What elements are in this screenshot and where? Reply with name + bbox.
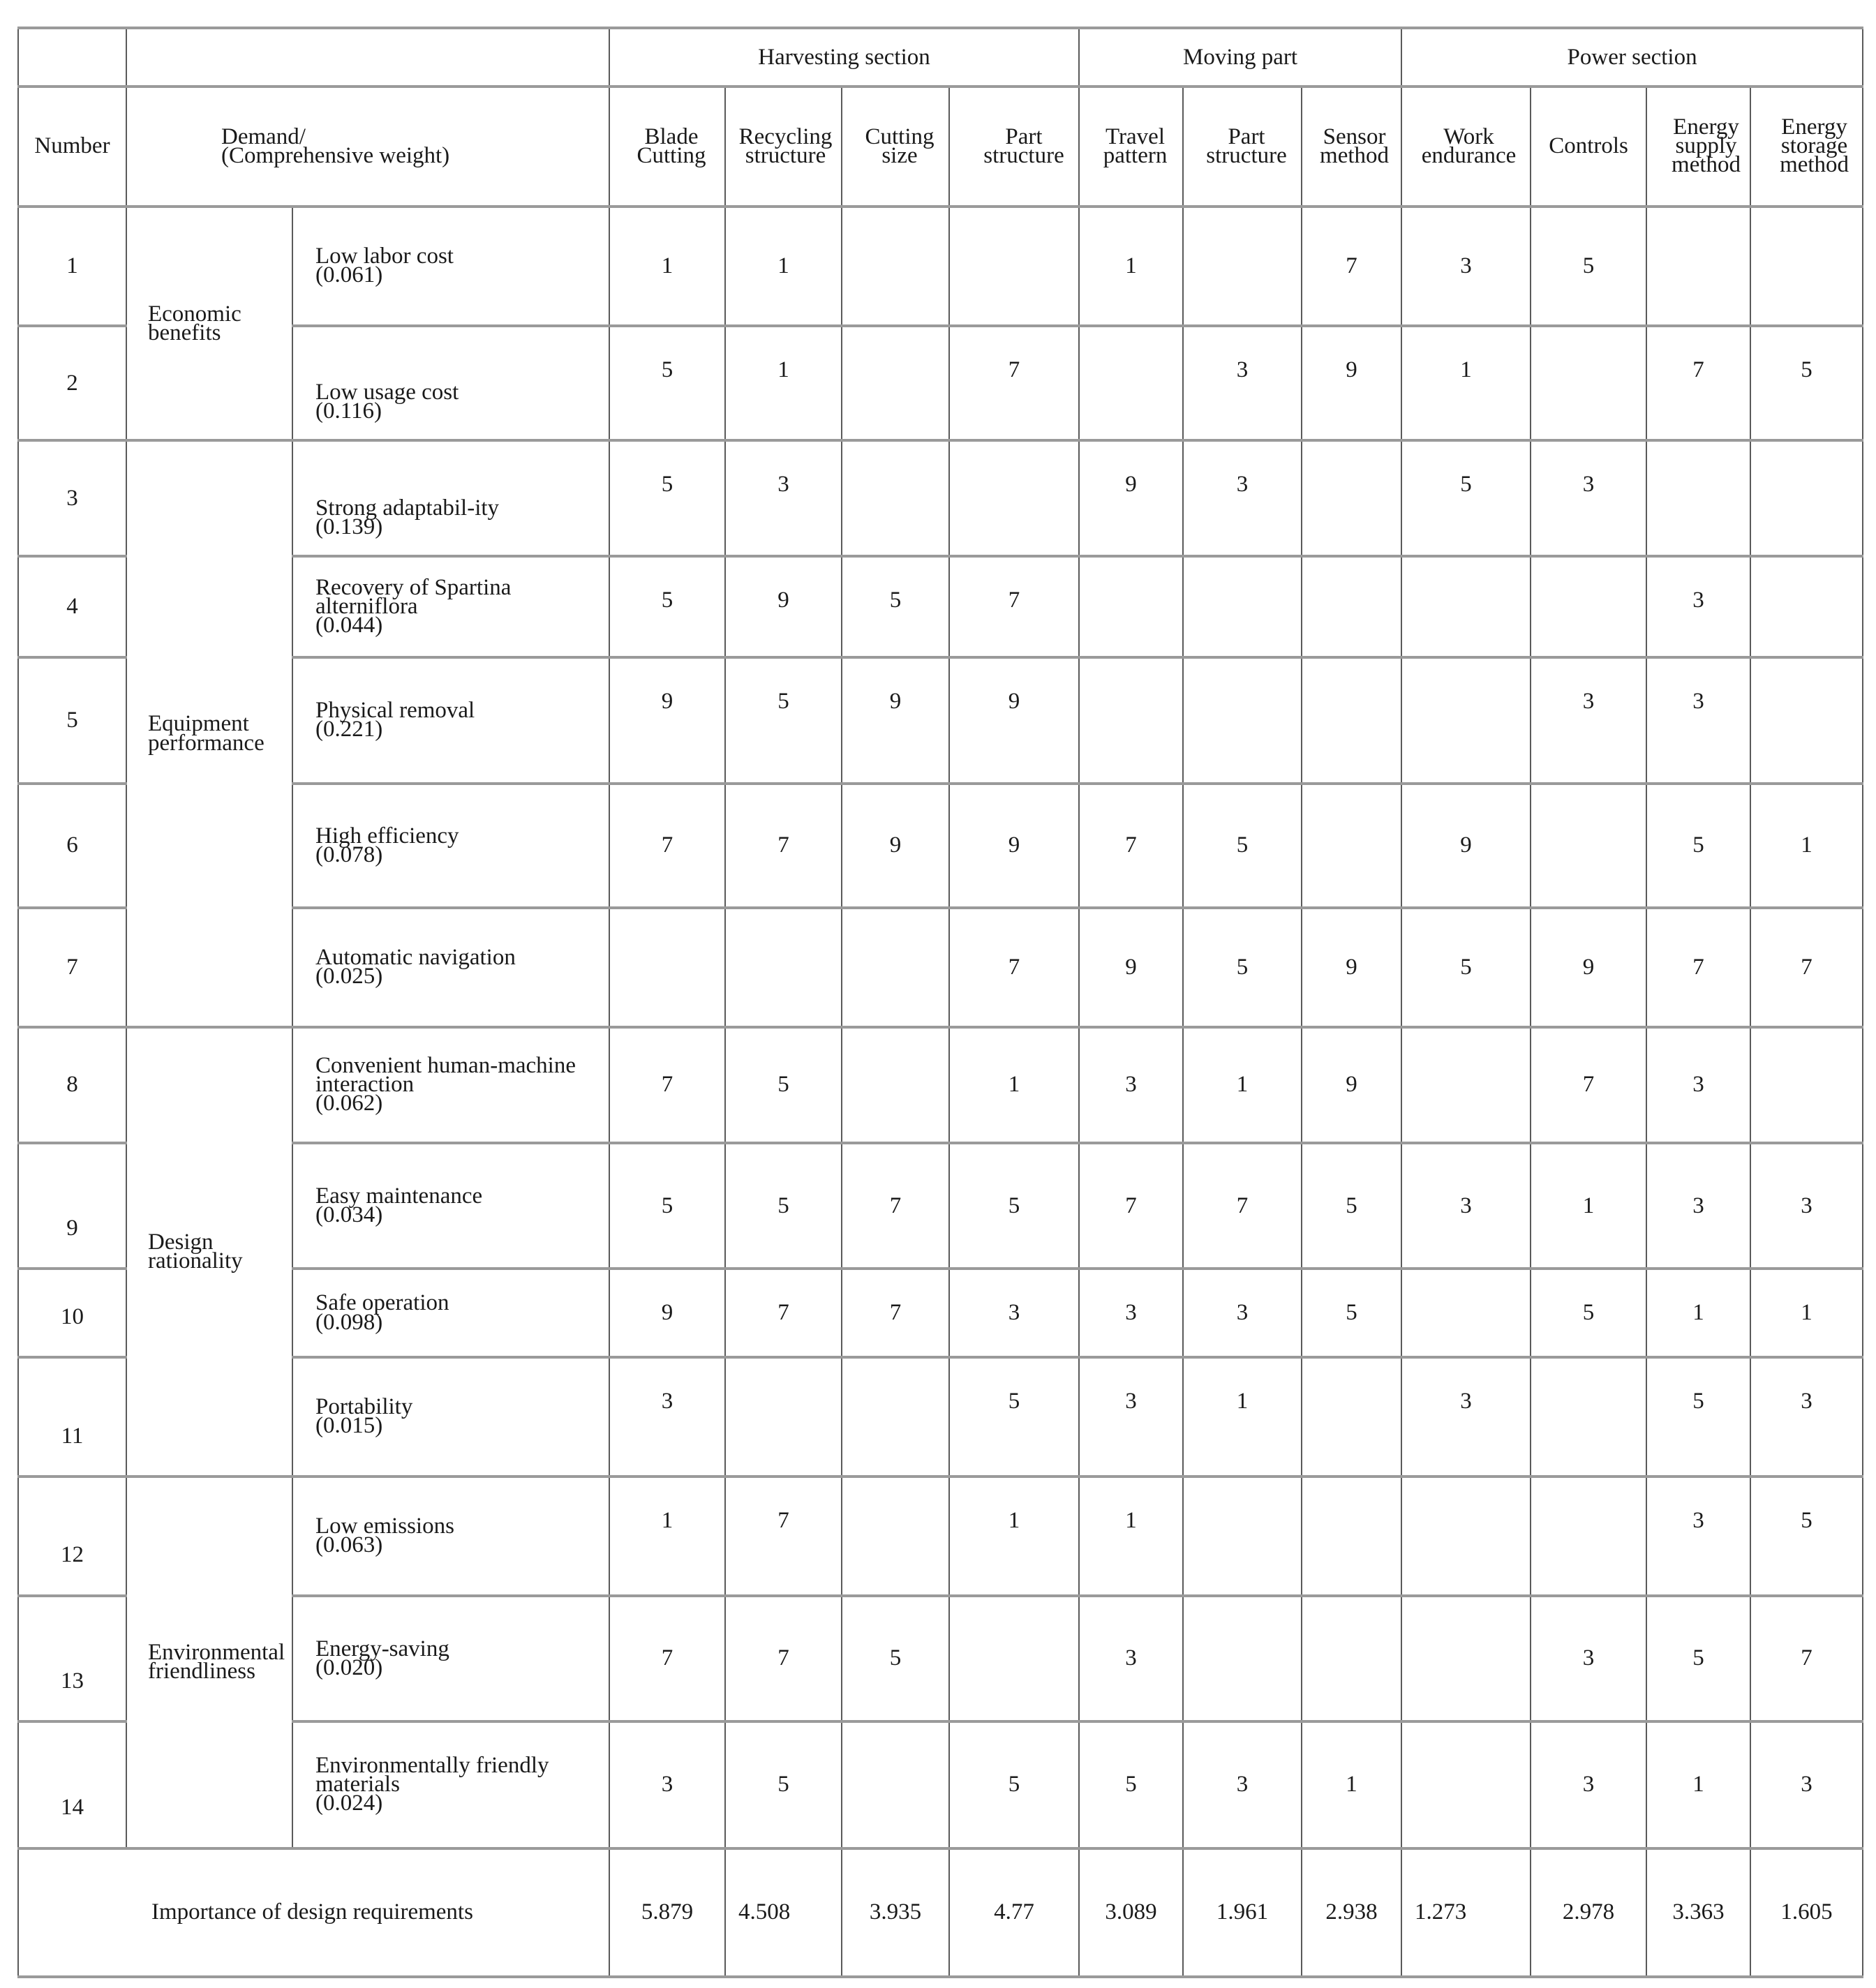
- relationship-value: 5: [1302, 1143, 1401, 1269]
- importance-value: 1.273: [1401, 1848, 1531, 1977]
- relationship-value: 3: [1079, 1357, 1183, 1477]
- row-number: 9: [18, 1143, 126, 1269]
- importance-value: 3.935: [842, 1848, 949, 1977]
- category-cell: [126, 440, 292, 1026]
- relationship-value: 1: [609, 1477, 725, 1595]
- col-line: Energy: [1781, 114, 1847, 140]
- relationship-value: [1302, 784, 1401, 908]
- relationship-value: 5: [1531, 207, 1646, 326]
- relationship-value: 5: [1183, 908, 1302, 1026]
- relationship-value: [842, 908, 949, 1026]
- relationship-value: 5: [1302, 1269, 1401, 1357]
- group-power-section: Power section: [1401, 28, 1863, 87]
- matrix-row: [18, 1477, 1863, 1595]
- row-number: 6: [18, 784, 126, 908]
- requirement-line: (0.063): [315, 1532, 383, 1558]
- corner-cell: [18, 28, 126, 87]
- importance-row: [18, 1848, 1863, 1977]
- relationship-value: 3: [1401, 207, 1531, 326]
- relationship-value: 1: [1183, 1027, 1302, 1143]
- relationship-value: [842, 1721, 949, 1848]
- relationship-value: [842, 1027, 949, 1143]
- relationship-value: 5: [1750, 1477, 1863, 1595]
- requirement-cell: [292, 657, 609, 783]
- matrix-row: [18, 1027, 1863, 1143]
- relationship-value: 3: [1079, 1269, 1183, 1357]
- relationship-value: [1401, 1721, 1531, 1848]
- relationship-value: 1: [1079, 1477, 1183, 1595]
- relationship-value: 7: [1079, 784, 1183, 908]
- requirement-line: Automatic navigation: [315, 945, 516, 971]
- requirement-line: High efficiency: [315, 823, 459, 849]
- relationship-value: 3: [1646, 1477, 1750, 1595]
- requirement-line: Environmentally friendly: [315, 1753, 549, 1779]
- relationship-value: 5: [1646, 784, 1750, 908]
- relationship-value: 3: [609, 1721, 725, 1848]
- col-moving-part-structure: [1183, 87, 1302, 206]
- relationship-value: 1: [609, 207, 725, 326]
- relationship-value: 9: [609, 657, 725, 783]
- relationship-value: 3: [1531, 1721, 1646, 1848]
- relationship-value: [1079, 657, 1183, 783]
- relationship-value: 1: [725, 207, 842, 326]
- requirement-line: alterniflora: [315, 594, 418, 620]
- col-line: storage: [1780, 133, 1848, 159]
- col-line: Energy: [1673, 114, 1739, 140]
- relationship-value: 1: [949, 1477, 1079, 1595]
- relationship-value: 9: [1302, 1027, 1401, 1143]
- col-line: endurance: [1421, 142, 1517, 168]
- col-line: Travel: [1106, 124, 1165, 149]
- relationship-value: [1646, 440, 1750, 555]
- requirement-line: (0.062): [315, 1091, 383, 1116]
- relationship-value: 7: [1646, 908, 1750, 1026]
- col-work-endurance: [1401, 87, 1531, 206]
- relationship-value: 9: [949, 657, 1079, 783]
- group-header-row: [18, 28, 1863, 87]
- category-label-line: Economic: [148, 301, 241, 327]
- requirement-line: (0.116): [315, 398, 382, 424]
- relationship-value: [1531, 326, 1646, 440]
- relationship-value: 5: [725, 1143, 842, 1269]
- group-moving-part: Moving part: [1079, 28, 1401, 87]
- relationship-value: [842, 1357, 949, 1477]
- category-label-line: benefits: [148, 320, 221, 345]
- relationship-value: 9: [1302, 326, 1401, 440]
- demand-group-blank: [126, 28, 609, 87]
- relationship-value: [1531, 556, 1646, 657]
- category-label-line: performance: [148, 730, 265, 756]
- column-header-row: [18, 87, 1863, 206]
- matrix-row: [18, 657, 1863, 783]
- relationship-value: [1302, 556, 1401, 657]
- relationship-value: 9: [1531, 908, 1646, 1026]
- relationship-value: 7: [609, 1596, 725, 1721]
- col-line: Sensor: [1323, 124, 1386, 149]
- requirement-cell: [292, 784, 609, 908]
- col-line: method: [1780, 152, 1849, 178]
- relationship-value: 7: [609, 1027, 725, 1143]
- row-number: 3: [18, 440, 126, 555]
- requirement-cell: [292, 440, 609, 555]
- relationship-value: 5: [949, 1143, 1079, 1269]
- relationship-value: 1: [1183, 1357, 1302, 1477]
- relationship-value: [1531, 1477, 1646, 1595]
- relationship-value: [1302, 1357, 1401, 1477]
- row-number: 11: [18, 1357, 126, 1477]
- requirement-line: Strong adaptabil-ity: [315, 495, 500, 521]
- relationship-value: [1401, 1027, 1531, 1143]
- importance-value: 3.363: [1646, 1848, 1750, 1977]
- relationship-value: 3: [1183, 1269, 1302, 1357]
- row-number: 2: [18, 326, 126, 440]
- category-cell: [126, 1027, 292, 1477]
- relationship-value: 5: [949, 1357, 1079, 1477]
- relationship-value: [1183, 1596, 1302, 1721]
- row-number: 7: [18, 908, 126, 1026]
- requirement-line: interaction: [315, 1072, 415, 1098]
- matrix-row: [18, 1596, 1863, 1721]
- relationship-value: [949, 207, 1079, 326]
- relationship-value: 9: [1079, 440, 1183, 555]
- relationship-value: 3: [1401, 1143, 1531, 1269]
- relationship-value: 5: [1183, 784, 1302, 908]
- relationship-value: 3: [725, 440, 842, 555]
- category-label-line: Equipment: [148, 711, 249, 737]
- requirement-line: Low usage cost: [315, 380, 459, 405]
- relationship-value: 1: [1646, 1721, 1750, 1848]
- relationship-value: [1750, 207, 1863, 326]
- relationship-value: 3: [1079, 1027, 1183, 1143]
- relationship-value: 3: [1531, 440, 1646, 555]
- requirement-line: (0.034): [315, 1202, 383, 1228]
- group-harvesting-section: Harvesting section: [609, 28, 1079, 87]
- relationship-value: 3: [1079, 1596, 1183, 1721]
- requirement-line: Low emissions: [315, 1514, 454, 1539]
- relationship-value: [1750, 556, 1863, 657]
- requirement-cell: [292, 908, 609, 1026]
- row-number: 14: [18, 1721, 126, 1848]
- col-recycling-structure: [725, 87, 842, 206]
- relationship-value: [1302, 1477, 1401, 1595]
- relationship-value: [1401, 657, 1531, 783]
- relationship-value: 7: [1302, 207, 1401, 326]
- relationship-value: 7: [842, 1269, 949, 1357]
- relationship-value: [1750, 657, 1863, 783]
- requirement-line: (0.044): [315, 613, 383, 638]
- relationship-value: 3: [1750, 1143, 1863, 1269]
- col-line: structure: [745, 142, 826, 168]
- matrix-row: [18, 908, 1863, 1026]
- importance-value: 1.961: [1183, 1848, 1302, 1977]
- relationship-value: 9: [842, 784, 949, 908]
- requirement-cell: [292, 1477, 609, 1595]
- col-line: pattern: [1103, 142, 1168, 168]
- row-number: 5: [18, 657, 126, 783]
- relationship-value: 5: [725, 657, 842, 783]
- relationship-value: 5: [725, 1027, 842, 1143]
- relationship-value: 3: [1646, 1027, 1750, 1143]
- requirement-cell: [292, 556, 609, 657]
- category-label-line: Design: [148, 1229, 214, 1255]
- relationship-value: [1750, 1027, 1863, 1143]
- col-line: Controls: [1549, 133, 1628, 159]
- relationship-value: [1079, 326, 1183, 440]
- relationship-value: 7: [725, 1269, 842, 1357]
- relationship-value: 9: [725, 556, 842, 657]
- requirement-line: Energy-saving: [315, 1636, 449, 1661]
- requirement-line: (0.015): [315, 1413, 383, 1439]
- col-cutting-size: [842, 87, 949, 206]
- requirement-line: (0.098): [315, 1309, 383, 1335]
- requirement-cell: [292, 1721, 609, 1848]
- relationship-value: 5: [949, 1721, 1079, 1848]
- matrix-row: [18, 556, 1863, 657]
- relationship-value: 5: [609, 440, 725, 555]
- requirement-line: (0.024): [315, 1791, 383, 1816]
- relationship-value: [609, 908, 725, 1026]
- requirement-line: (0.078): [315, 842, 383, 867]
- relationship-value: 7: [1750, 908, 1863, 1026]
- relationship-value: 3: [1401, 1357, 1531, 1477]
- relationship-value: 3: [1183, 440, 1302, 555]
- relationship-value: 5: [1531, 1269, 1646, 1357]
- relationship-value: [1401, 556, 1531, 657]
- row-number: 10: [18, 1269, 126, 1357]
- relationship-value: [1183, 556, 1302, 657]
- demand-header-line1: Demand/: [221, 124, 306, 149]
- col-line: Part: [1005, 124, 1043, 149]
- relationship-value: [1302, 1596, 1401, 1721]
- relationship-value: 1: [1302, 1721, 1401, 1848]
- relationship-value: 1: [1531, 1143, 1646, 1269]
- requirement-cell: [292, 1596, 609, 1721]
- matrix-row: [18, 207, 1863, 326]
- importance-value: 2.978: [1531, 1848, 1646, 1977]
- relationship-value: 5: [609, 556, 725, 657]
- requirement-line: Easy maintenance: [315, 1183, 483, 1209]
- relationship-value: [725, 1357, 842, 1477]
- relationship-value: [949, 440, 1079, 555]
- matrix-row: [18, 1143, 1863, 1269]
- relationship-value: 9: [842, 657, 949, 783]
- relationship-value: 5: [609, 1143, 725, 1269]
- importance-label: Importance of design requirements: [18, 1848, 609, 1977]
- relationship-value: 3: [1646, 556, 1750, 657]
- requirement-line: Convenient human-machine: [315, 1053, 576, 1079]
- relationship-value: [1183, 657, 1302, 783]
- matrix-body: [18, 207, 1863, 1848]
- col-energy-storage-method: [1750, 87, 1863, 206]
- col-line: Recycling: [738, 124, 833, 149]
- requirement-cell: [292, 1027, 609, 1143]
- relationship-value: 7: [949, 556, 1079, 657]
- matrix-row: [18, 1269, 1863, 1357]
- relationship-value: 5: [1646, 1357, 1750, 1477]
- relationship-value: 3: [1531, 1596, 1646, 1721]
- matrix-row: [18, 440, 1863, 555]
- col-line: supply: [1675, 133, 1737, 159]
- number-header: Number: [18, 87, 126, 206]
- relationship-value: 5: [1079, 1721, 1183, 1848]
- col-line: size: [881, 142, 918, 168]
- relationship-value: 7: [1750, 1596, 1863, 1721]
- relationship-value: 7: [725, 1596, 842, 1721]
- col-line: Cutting: [636, 142, 706, 168]
- relationship-value: 3: [1646, 1143, 1750, 1269]
- relationship-value: 3: [1183, 1721, 1302, 1848]
- relationship-value: 1: [1750, 784, 1863, 908]
- row-number: 8: [18, 1027, 126, 1143]
- row-number: 1: [18, 207, 126, 326]
- relationship-value: 7: [1646, 326, 1750, 440]
- relationship-value: 9: [1079, 908, 1183, 1026]
- relationship-value: [842, 326, 949, 440]
- relationship-value: [949, 1596, 1079, 1721]
- requirement-line: (0.061): [315, 262, 383, 288]
- importance-value: 3.089: [1079, 1848, 1183, 1977]
- col-sensor-method: [1302, 87, 1401, 206]
- requirement-line: materials: [315, 1772, 400, 1798]
- col-harvest-part-structure: [949, 87, 1079, 206]
- col-line: method: [1672, 152, 1741, 178]
- matrix-row: [18, 784, 1863, 908]
- relationship-value: 3: [1750, 1357, 1863, 1477]
- row-number: 13: [18, 1596, 126, 1721]
- requirement-line: (0.221): [315, 717, 383, 742]
- relationship-value: 5: [1750, 326, 1863, 440]
- relationship-value: 5: [725, 1721, 842, 1848]
- col-line: structure: [1206, 142, 1287, 168]
- relationship-value: 7: [1183, 1143, 1302, 1269]
- category-cell: [126, 1477, 292, 1848]
- relationship-value: 3: [1531, 657, 1646, 783]
- relationship-value: 5: [1646, 1596, 1750, 1721]
- requirement-line: (0.139): [315, 514, 383, 539]
- relationship-value: 9: [1302, 908, 1401, 1026]
- relationship-value: 5: [842, 1596, 949, 1721]
- importance-value: 5.879: [609, 1848, 725, 1977]
- requirement-line: Portability: [315, 1394, 413, 1420]
- requirement-line: Physical removal: [315, 698, 475, 724]
- relationship-value: [1531, 784, 1646, 908]
- demand-header: [126, 87, 609, 206]
- category-cell: [126, 207, 292, 441]
- relationship-value: [1646, 207, 1750, 326]
- relationship-value: [842, 207, 949, 326]
- relationship-value: 7: [1079, 1143, 1183, 1269]
- col-line: structure: [983, 142, 1064, 168]
- relationship-value: [725, 908, 842, 1026]
- row-number: 4: [18, 556, 126, 657]
- relationship-value: 3: [1750, 1721, 1863, 1848]
- relationship-value: 3: [1183, 326, 1302, 440]
- requirement-line: Safe operation: [315, 1290, 449, 1316]
- relationship-value: [842, 440, 949, 555]
- requirement-line: Recovery of Spartina: [315, 574, 512, 600]
- relationship-value: 7: [842, 1143, 949, 1269]
- qfd-relationship-matrix: [17, 27, 1863, 1978]
- relationship-value: [1531, 1357, 1646, 1477]
- requirement-line: (0.025): [315, 964, 383, 989]
- requirement-cell: [292, 326, 609, 440]
- relationship-value: [1401, 1596, 1531, 1721]
- relationship-value: 1: [1401, 326, 1531, 440]
- requirement-cell: [292, 207, 609, 326]
- relationship-value: 1: [725, 326, 842, 440]
- relationship-value: 9: [609, 1269, 725, 1357]
- relationship-value: [1183, 207, 1302, 326]
- relationship-value: 5: [609, 326, 725, 440]
- col-energy-supply-method: [1646, 87, 1750, 206]
- relationship-value: [1183, 1477, 1302, 1595]
- col-line: Cutting: [865, 124, 935, 149]
- requirement-cell: [292, 1357, 609, 1477]
- requirement-cell: [292, 1269, 609, 1357]
- relationship-value: [1401, 1477, 1531, 1595]
- relationship-value: 9: [1401, 784, 1531, 908]
- relationship-value: [842, 1477, 949, 1595]
- relationship-value: 1: [1646, 1269, 1750, 1357]
- col-line: Blade: [644, 124, 699, 149]
- relationship-value: [1079, 556, 1183, 657]
- relationship-value: 7: [949, 326, 1079, 440]
- matrix-row: [18, 1721, 1863, 1848]
- relationship-value: 1: [949, 1027, 1079, 1143]
- col-controls: [1531, 87, 1646, 206]
- importance-value: 2.938: [1302, 1848, 1401, 1977]
- relationship-value: 3: [949, 1269, 1079, 1357]
- importance-value: 4.77: [949, 1848, 1079, 1977]
- importance-value: 4.508: [725, 1848, 842, 1977]
- col-blade-cutting: [609, 87, 725, 206]
- relationship-value: [1302, 657, 1401, 783]
- relationship-value: 9: [949, 784, 1079, 908]
- row-number: 12: [18, 1477, 126, 1595]
- relationship-value: 1: [1079, 207, 1183, 326]
- relationship-value: 7: [609, 784, 725, 908]
- relationship-value: 3: [1646, 657, 1750, 783]
- requirement-line: Low labor cost: [315, 244, 454, 269]
- requirement-cell: [292, 1143, 609, 1269]
- matrix-row: [18, 1357, 1863, 1477]
- relationship-value: 7: [1531, 1027, 1646, 1143]
- relationship-value: 3: [609, 1357, 725, 1477]
- category-label-line: rationality: [148, 1248, 243, 1273]
- col-line: Part: [1228, 124, 1265, 149]
- relationship-value: 7: [725, 1477, 842, 1595]
- matrix-row: [18, 326, 1863, 440]
- category-label-line: Environmental: [148, 1640, 285, 1666]
- relationship-value: 1: [1750, 1269, 1863, 1357]
- col-line: method: [1320, 142, 1390, 168]
- relationship-value: 7: [949, 908, 1079, 1026]
- relationship-value: 5: [842, 556, 949, 657]
- relationship-value: [1750, 440, 1863, 555]
- relationship-value: [1302, 440, 1401, 555]
- relationship-value: 7: [725, 784, 842, 908]
- relationship-value: [1401, 1269, 1531, 1357]
- importance-value: 1.605: [1750, 1848, 1863, 1977]
- category-label-line: friendliness: [148, 1659, 255, 1684]
- relationship-value: 5: [1401, 908, 1531, 1026]
- requirement-line: (0.020): [315, 1654, 383, 1680]
- relationship-value: 5: [1401, 440, 1531, 555]
- col-travel-pattern: [1079, 87, 1183, 206]
- demand-header-line2: (Comprehensive weight): [221, 142, 450, 168]
- col-line: Work: [1443, 124, 1494, 149]
